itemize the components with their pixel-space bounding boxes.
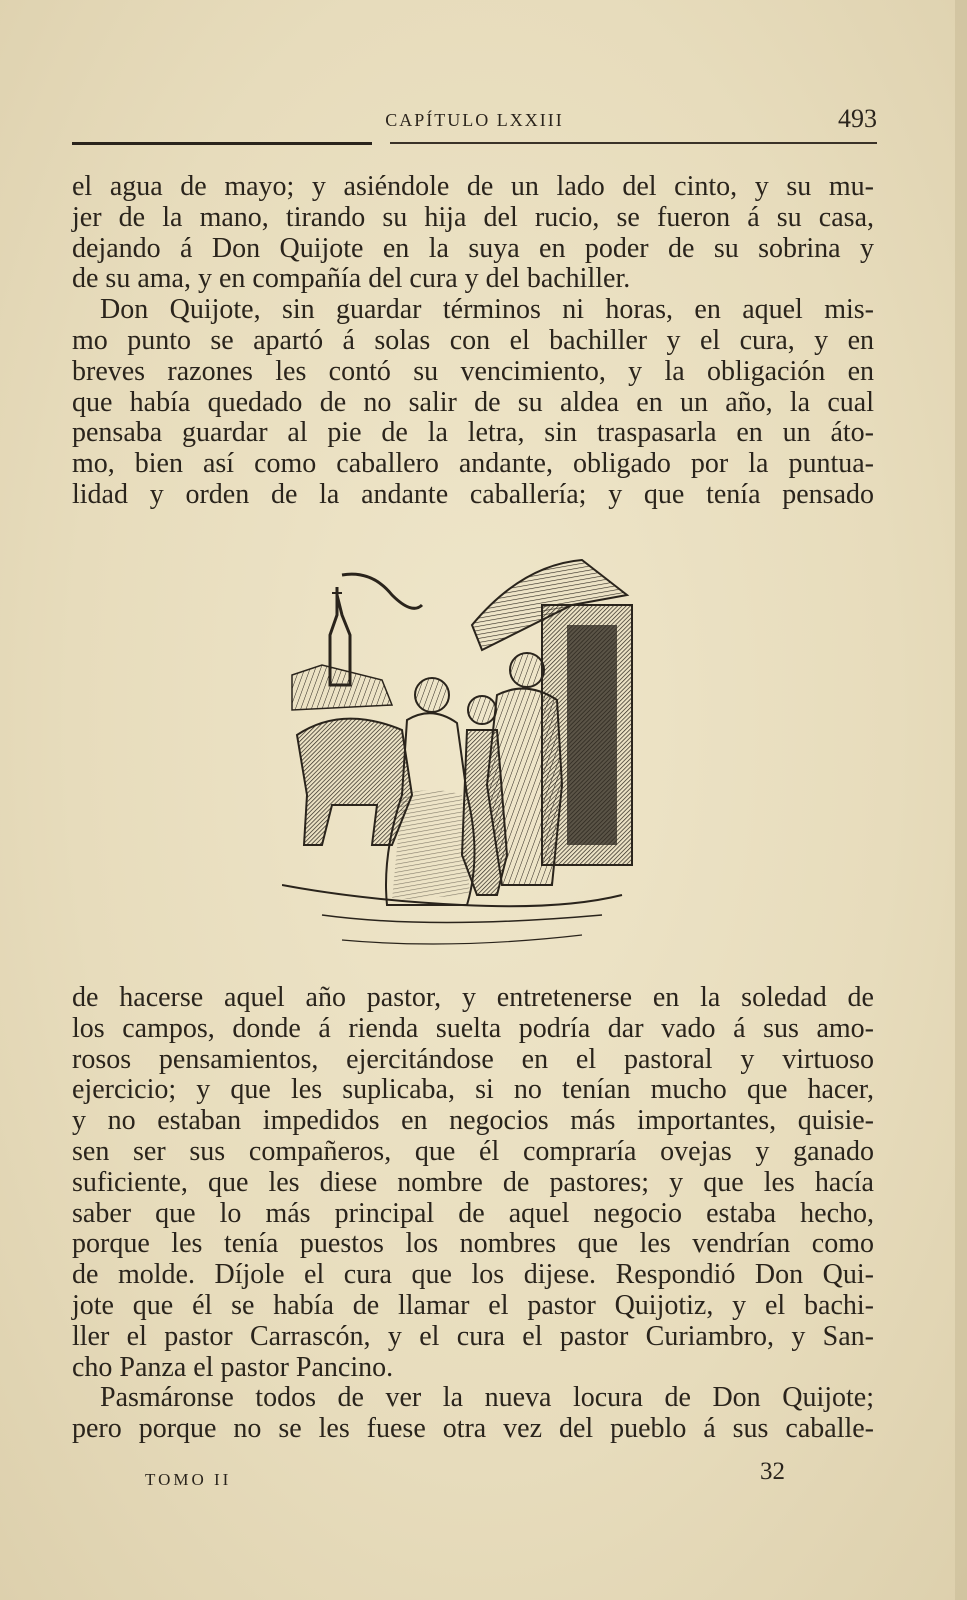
text-line: mo punto se apartó á solas con el bachiller y el cura, y en (72, 324, 874, 356)
text-line: pero porque no se les fuese otra vez del pueblo á sus caballe- (72, 1413, 874, 1445)
text-line: de hacerse aquel año pastor, y entretenerse en la soledad de (72, 982, 874, 1013)
text-line: Don Quijote, sin guardar términos ni horas, en aquel mis- (100, 294, 874, 326)
text-line: de molde. Díjole el cura que los dijese. Respondió Don Qui- (72, 1259, 874, 1291)
header-rule-left (72, 142, 372, 145)
text-line: ller el pastor Carrascón, y el cura el pastor Curiambro, y San- (72, 1320, 874, 1352)
text-line: y no estaban impedidos en negocios más importantes, quisie- (72, 1105, 874, 1137)
text-line: pensaba guardar al pie de la letra, sin traspasarla en un áto- (72, 417, 874, 449)
text-line: ejercicio; y que les suplicaba, si no tenían mucho que hacer, (72, 1074, 874, 1106)
page-edge (955, 0, 967, 1600)
header-rule-right (390, 142, 877, 144)
body-text-top (72, 172, 874, 511)
engraving-illustration (282, 555, 654, 960)
signature-mark: 32 (760, 1458, 785, 1485)
text-line: rosos pensamientos, ejercitándose en el pastoral y virtuoso (72, 1043, 874, 1075)
body-text-bottom (72, 983, 874, 1445)
text-line: jote que él se había de llamar el pastor Quijotiz, y el bachi- (72, 1289, 874, 1321)
running-head: CAPÍTULO LXXIII (385, 110, 564, 130)
text-line: cho Panza el pastor Pancino. (72, 1351, 394, 1383)
text-line: que había quedado de no salir de su aldea en un año, la cual (72, 386, 874, 418)
text-line: jer de la mano, tirando su hija del rucio, se fueron á su casa, (72, 201, 874, 233)
text-line: porque les tenía puestos los nombres que les vendrían como (72, 1228, 874, 1260)
text-line: lidad y orden de la andante caballería; y que tenía pensado (72, 478, 874, 510)
text-line: breves razones les contó su vencimiento, y la obligación en (72, 355, 874, 387)
text-line: mo, bien así como caballero andante, obligado por la puntua- (72, 448, 874, 480)
text-line: saber que lo más principal de aquel negocio estaba hecho, (72, 1197, 874, 1229)
volume-label: TOMO II (145, 1470, 232, 1489)
page-header (72, 104, 877, 144)
text-line: sen ser sus compañeros, que él compraría ovejas y ganado (72, 1135, 874, 1167)
text-line: el agua de mayo; y asiéndole de un lado del cinto, y su mu- (72, 171, 874, 202)
page-footer (145, 1458, 785, 1498)
text-line: Pasmáronse todos de ver la nueva locura de Don Quijote; (100, 1382, 874, 1414)
text-line: suficiente, que les diese nombre de pastores; y que les hacía (72, 1166, 874, 1198)
text-line: los campos, donde á rienda suelta podría dar vado á sus amo- (72, 1012, 874, 1044)
text-line: de su ama, y en compañía del cura y del bachiller. (72, 263, 631, 295)
text-line: dejando á Don Quijote en la suya en poder de su sobrina y (72, 232, 874, 264)
page-number: 493 (838, 104, 877, 133)
